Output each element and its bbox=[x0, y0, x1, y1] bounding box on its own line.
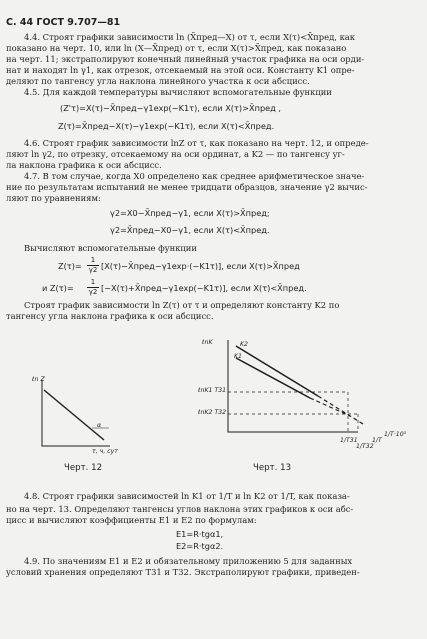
fig13-series-k2: K2 bbox=[240, 341, 248, 348]
fig13-series-k1: K1 bbox=[234, 353, 242, 360]
equation: γ2=X̄пред−X0−γ1, если X(τ)<X̄пред. bbox=[110, 225, 270, 235]
equation: E1=R·tgα1, bbox=[176, 529, 224, 539]
text-line: нат и находят ln γ1, как отрезок, отсекаемый на этой оси. Константу K1 опре- bbox=[6, 65, 355, 75]
fig13-k1-extrapolation bbox=[310, 398, 350, 416]
text-line: ла наклона графика к оси абсцисс. bbox=[6, 160, 162, 170]
fraction bbox=[87, 256, 99, 275]
text-line: 4.5. Для каждой температуры вычисляют вспомогательные функции bbox=[24, 87, 332, 97]
text-line: деляют по тангенсу угла наклона линейного участка к оси абсцисс. bbox=[6, 76, 310, 86]
text-line: на черт. 11; экстраполируют конечный линейный участок графика на оси орди- bbox=[6, 54, 365, 64]
text-line: 4.7. В том случае, когда X0 определено как среднее арифметическое значе- bbox=[24, 171, 365, 181]
text-line: условий хранения определяют T31 и T32. Экстраполируют графики, приведен- bbox=[6, 567, 360, 577]
fig13-k2-extrapolation bbox=[318, 396, 363, 424]
text-line: показано на черт. 10, или ln (X—X̄пред) от τ, если X(τ)>X̄пред, как показано bbox=[6, 43, 347, 53]
equation: (Z'τ)=X(τ)−X̄пред−γ1exp(−K1τ), если X(τ)>X̄пред , bbox=[60, 103, 282, 113]
text-line: Строят график зависимости ln Z(τ) от τ и определяют константу K2 по bbox=[24, 300, 340, 310]
text-line: но на черт. 13. Определяют тангенсы углов наклона этих графиков к оси абс- bbox=[6, 504, 354, 514]
page-header: С. 44 ГОСТ 9.707—81 bbox=[6, 17, 121, 28]
fig13-tick-t32: 1/T32 bbox=[356, 443, 374, 450]
text-line: ляют ln γ2, по отрезку, отсекаемому на оси ординат, а K2 — по тангенсу уг- bbox=[6, 149, 345, 159]
fraction-numerator: 1 bbox=[90, 256, 96, 264]
text-line: 4.6. Строят график зависимости lnZ от τ, как показано на черт. 12, и опреде- bbox=[24, 138, 369, 148]
fig12-caption: Черт. 12 bbox=[64, 463, 103, 473]
text-line: 4.4. Строят графики зависимости ln (X̄пред—X) от τ, если X(τ)<X̄пред, как bbox=[24, 32, 356, 42]
fig13-tick-t: 1/T bbox=[372, 437, 382, 444]
fig13-ylabel: ℓnK bbox=[202, 339, 213, 346]
fig13-tick-t31: 1/T31 bbox=[340, 437, 358, 444]
text-line: тангенсу угла наклона графика к оси абсцисс. bbox=[6, 311, 214, 321]
fig12-angle-label: α bbox=[97, 422, 102, 429]
text-line: ляют по уравнениям: bbox=[6, 193, 101, 203]
equation: E2=R·tgα2. bbox=[176, 541, 224, 551]
figure-12 bbox=[32, 376, 142, 456]
text-line: 4.8. Строят графики зависимостей ln K1 от 1/T и ln K2 от 1/T, как показа- bbox=[24, 491, 350, 501]
fraction-numerator: 1 bbox=[90, 278, 96, 286]
fig13-tick-scale: 1/T·10³ bbox=[384, 431, 407, 438]
equation: γ2=X0−X̄пред−γ1, если X(τ)>X̄пред; bbox=[110, 208, 270, 218]
fraction bbox=[87, 278, 99, 297]
fig13-tick-lnk1: ℓnK1 T31 bbox=[198, 387, 227, 394]
text-line: 4.9. По значениям E1 и E2 и обязательному приложению 5 для заданных bbox=[24, 556, 353, 566]
fig13-caption: Черт. 13 bbox=[253, 463, 292, 473]
text-line: ние по результатам испытаний не менее тридцати образцов, значение γ2 вычис- bbox=[6, 182, 368, 192]
figure-13 bbox=[198, 336, 427, 454]
fig12-line bbox=[44, 390, 104, 440]
fig12-ylabel: ℓn Z bbox=[32, 376, 45, 383]
fig12-xlabel: τ, ч, сут bbox=[92, 448, 118, 455]
equation: Z(τ)=X̄пред−X(τ)−γ1exp(−K1τ), если X(τ)<X̄пред. bbox=[58, 121, 275, 131]
equation: [X(τ)−X̄пред−γ1exp·(−K1τ)], если X(τ)>X̄пред bbox=[101, 261, 300, 271]
equation: и Z(τ)= bbox=[42, 283, 74, 293]
fraction-denominator: γ2 bbox=[88, 288, 98, 296]
text-line: Вычисляют вспомогательные функции bbox=[24, 243, 197, 253]
fig13-k2-line bbox=[236, 346, 318, 396]
fraction-denominator: γ2 bbox=[88, 266, 98, 274]
fig13-tick-lnk2: ℓnK2 T32 bbox=[198, 409, 227, 416]
equation: [−X(τ)+X̄пред−γ1exp(−K1τ)], если X(τ)<X̄пред. bbox=[101, 283, 307, 293]
equation: Z(τ)= bbox=[58, 261, 82, 271]
text-line: цисс и вычисляют коэффициенты E1 и E2 по формулам: bbox=[6, 515, 257, 525]
